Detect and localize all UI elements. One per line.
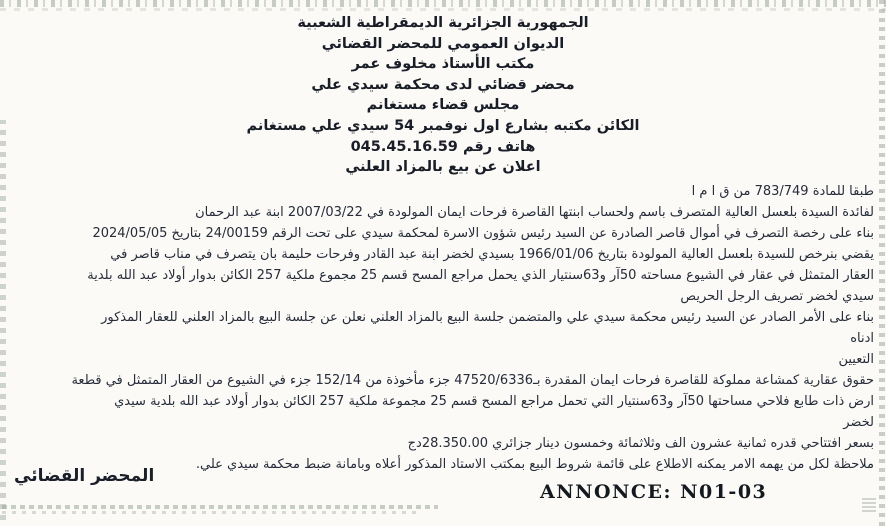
ruling-line-2: العقار المتمثل في عقار في الشيوع مساحته 50آر و63سنتيار الذي يحمل مراجع المسح قسم 25 مجموع ملكية 257 الكائن بدوار أولاد عبد الله بلدية (87, 268, 874, 283)
property-rights-line-3: لخضر (843, 415, 874, 430)
property-rights-line-2: ارض ذات طابع فلاحي مساحتها 50آر و63سنتيار التي تحمل مراجع المسح قسم 25 مجموعة ملكية 257 الكائن بدوار أولاد عبد الله بلدية سيدي (114, 394, 874, 409)
bailiff-court-line: محضر قضائي لدى محكمة سيدي علي (311, 76, 575, 93)
legal-article-line: طبقا للمادة 783/749 من ق ا م ا (691, 184, 874, 199)
scan-artifact-bottom (2, 505, 438, 509)
scan-artifact-top-2 (0, 8, 886, 11)
scan-artifact-left (0, 120, 6, 520)
document-header (0, 13, 886, 178)
designation-heading: التعيين (838, 352, 874, 367)
bailiff-signature: المحضر القضائي (14, 466, 155, 486)
scan-artifact-bottom-2 (2, 511, 422, 514)
republic-title: الجمهورية الجزائرية الديمقراطية الشعبية (297, 15, 589, 31)
ruling-line-1: يقضي بنرخص للسيدة بلعسل العالية المولودة بتاريخ 1966/01/06 بسيدي لخضر ابنة عبد القادر وفرحات حليمة بان يتصرف في مناب قاصر في (110, 247, 874, 262)
office-address-line: الكائن مكتبه بشارع اول نوفمبر 54 سيدي علي مستغانم (246, 117, 640, 134)
public-office-title: الديوان العمومي للمحضر القضائي (321, 35, 565, 52)
announcement-title: اعلان عن بيع بالمزاد العلني (345, 159, 541, 176)
beneficiary-line: لفائدة السيدة بلعسل العالية المتصرف باسم ولحساب ابنتها القاصرة فرحات ايمان المولودة في 2007/03/22 ابنة عبد الرحمان (195, 205, 874, 220)
phone-number-line: هاتف رقم 045.45.16.59 (350, 138, 536, 155)
ruling-line-3: سيدي لخضر تصريف الرجل الحريص (680, 289, 874, 304)
document-body (14, 181, 874, 475)
scan-artifact-bottom-right (862, 496, 876, 512)
court-order-line: بناء على الأمر الصادر عن السيد رئيس محكمة سيدي علي والمتضمن جلسة البيع بالمزاد العلني نعلن عن جلسة البيع بالمزاد العلني للعقار المذكور (101, 310, 874, 325)
note-line: ملاحظة لكل من يهمه الامر يمكنه الاطلاع على قائمة شروط البيع بمكتب الاستاد المذكور أعلاه وبامانة ضبط محكمة سيدي علي. (195, 457, 874, 472)
annonce-reference-number: ANNONCE: N01-03 (540, 481, 768, 503)
opening-price-line: بسعر افتتاحي قدره ثمانية عشرون الف وثلاثمائة وخمسون دينار جزائري 28.350.00دج (407, 436, 874, 451)
property-rights-line-1: حقوق عقارية كمشاعة مملوكة للقاصرة فرحات ايمان المقدرة بـ47520/6336 جزء مأخوذة من 152/14 جزء في الشيوع من العقار المتمثل في قطعة (71, 373, 874, 388)
authorization-line: بناء على رخصة التصرف في أموال قاصر الصادرة عن السيد رئيس شؤون الاسرة لمحكمة سيدي على تحت الرقم 24/00159 بتاريخ 2024/05/05 (92, 226, 874, 241)
below-word: ادناه (850, 331, 874, 346)
attorney-office-name: مكتب الأستاذ مخلوف عمر (351, 56, 535, 73)
judicial-council-line: مجلس قضاء مستغانم (366, 97, 520, 114)
scan-artifact-top (0, 0, 886, 7)
